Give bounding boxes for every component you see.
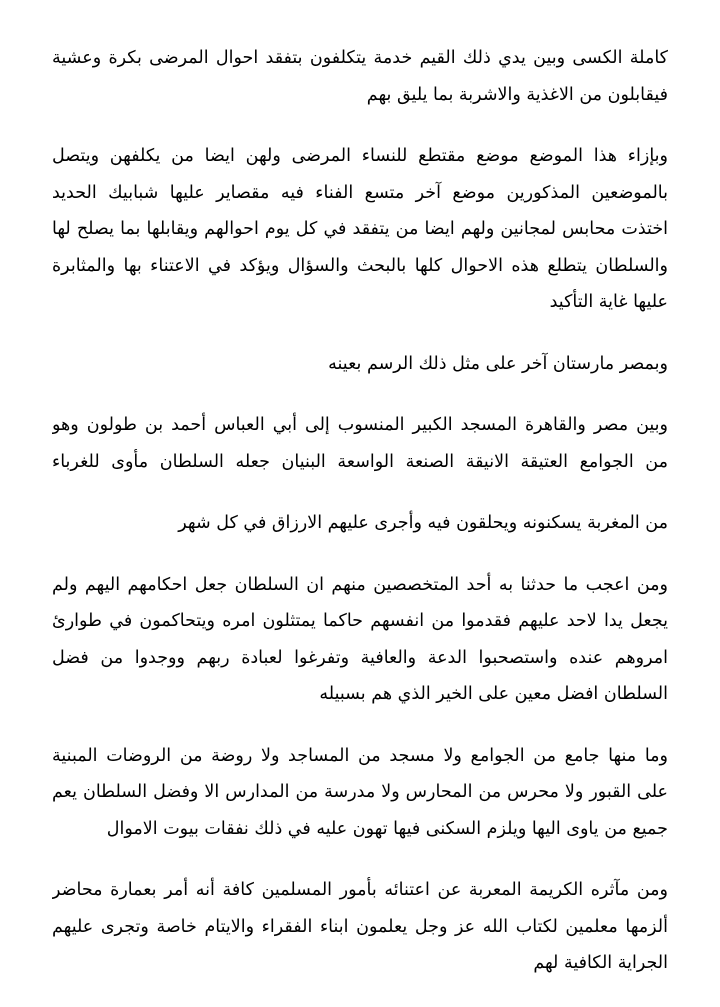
text-line: عليها غاية التأكيد (549, 292, 668, 312)
paragraph-4 (52, 407, 668, 480)
text-line: الجراية الكافية لهم (533, 953, 668, 973)
text-line: والسلطان يتطلع هذه الاحوال كلها بالبحث والسؤال ويؤكد في الاعتناء بها والمثابرة (52, 255, 668, 276)
text-line: يجعل يدا لاحد عليهم فقدموا من انفسهم حاكما يمتثلون امره ويتحاكمون في طوارئ (52, 611, 668, 631)
paragraph-7 (52, 738, 668, 848)
text-line: على القبور ولا محرس من المحارس ولا مدرسة من المدارس الا وفضل السلطان يعم (52, 782, 668, 802)
text-line: من الجوامع العتيقة الانيقة الصنعة الواسعة البنيان جعله السلطان مأوى للغرباء (52, 451, 668, 472)
text-line: فيقابلون من الاغذية والاشربة بما يليق بهم (366, 84, 668, 105)
text-line: وبإزاء هذا الموضع موضع مقتطع للنساء المرضى ولهن ايضا من يكلفهن ويتصل (52, 146, 668, 166)
text-line: وبين مصر والقاهرة المسجد الكبير المنسوب إلى أبي العباس أحمد بن طولون وهو (52, 415, 668, 435)
paragraph-5 (52, 505, 668, 542)
text-line: السلطان افضل معين على الخير الذي هم بسبيله (319, 684, 668, 704)
text-line: من المغربة يسكنونه ويحلقون فيه وأجرى عليهم الارزاق في كل شهر (178, 513, 668, 533)
text-line: ومن مآثره الكريمة المعربة عن اعتنائه بأمور المسلمين كافة أنه أمر بعمارة محاضر (52, 880, 668, 900)
text-line: اختذت محابس لمجانين ولهم ايضا من يتفقد في كل يوم احوالهم ويقابلها بما يصلح لها (52, 219, 668, 239)
text-line: جميع من ياوى اليها ويلزم السكنى فيها تهون عليه في ذلك نفقات بيوت الاموال (106, 818, 668, 839)
paragraph-1 (52, 40, 668, 113)
text-line: امروهم عنده واستصحبوا الدعة والعافية وتفرغوا لعبادة ربهم ووجدوا من فضل (52, 647, 668, 668)
text-line: ألزمها معلمين لكتاب الله عز وجل يعلمون ابناء الفقراء والايتام خاصة وتجرى عليهم (52, 916, 668, 937)
text-line: وبمصر مارستان آخر على مثل ذلك الرسم بعينه (328, 353, 668, 374)
text-line: كاملة الكسى وبين يدي ذلك القيم خدمة يتكلفون بتفقد احوال المرضى بكرة وعشية (52, 48, 668, 68)
text-line: ومن اعجب ما حدثنا به أحد المتخصصين منهم ان السلطان جعل احكامهم اليهم ولم (52, 574, 668, 595)
document-page (52, 40, 668, 1007)
text-line: بالموضعين المذكورين موضع آخر متسع الفناء فيه مقصاير عليها شبابيك الحديد (52, 182, 668, 203)
paragraph-6 (52, 567, 668, 713)
paragraph-8 (52, 872, 668, 982)
paragraph-2 (52, 138, 668, 321)
text-line: وما منها جامع من الجوامع ولا مسجد من المساجد ولا روضة من الروضات المبنية (52, 745, 668, 766)
paragraph-3 (52, 346, 668, 383)
